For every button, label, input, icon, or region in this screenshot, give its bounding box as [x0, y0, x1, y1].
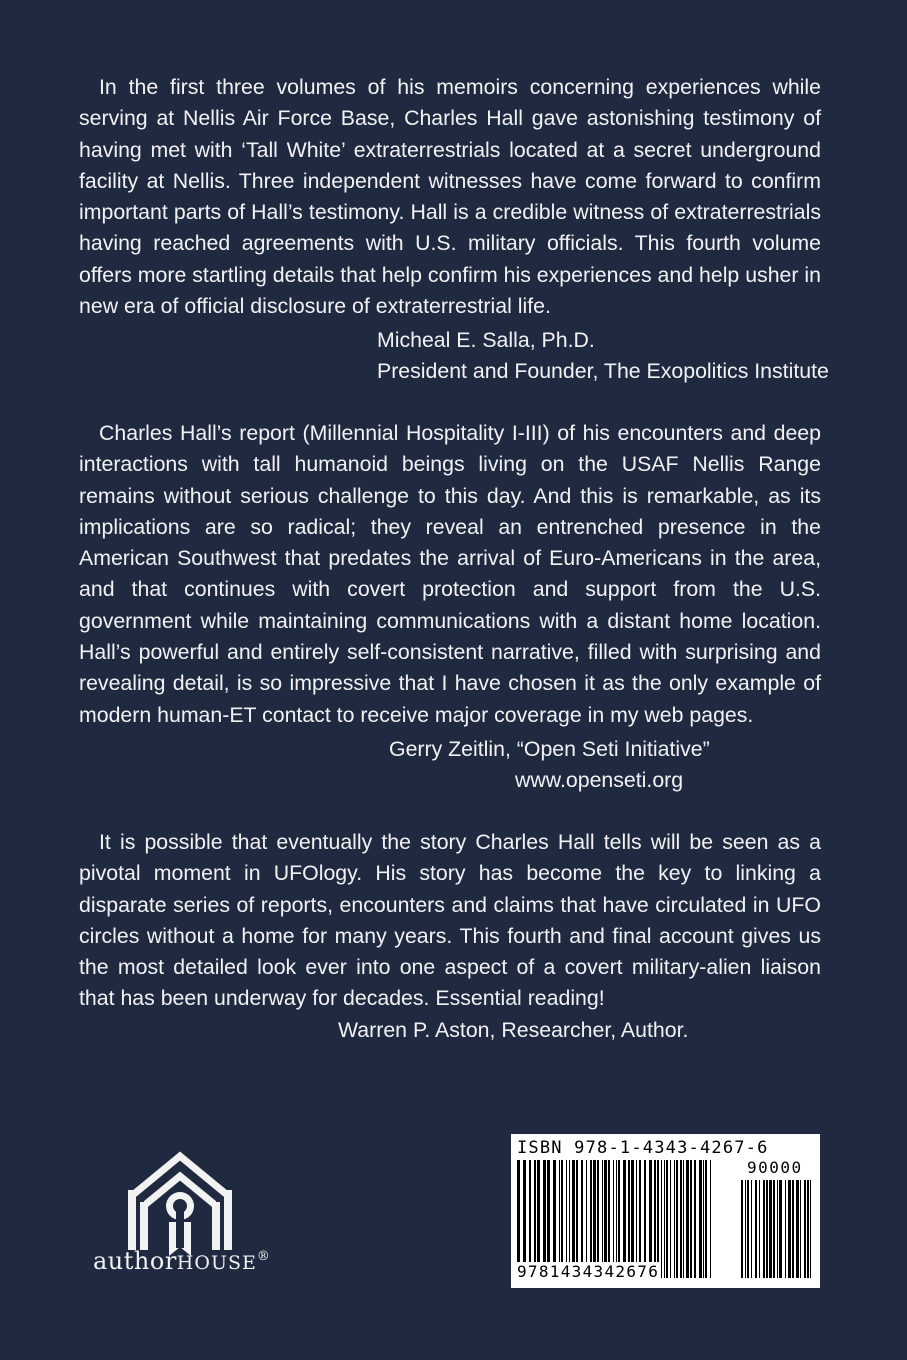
- barcode-bar: [800, 1180, 801, 1278]
- barcode-bar: [804, 1180, 806, 1278]
- publisher-logo: [93, 1247, 270, 1275]
- barcode-bar: [636, 1160, 637, 1278]
- barcode-bar: [759, 1180, 760, 1278]
- barcode-bar: [705, 1160, 707, 1278]
- barcode-bar: [613, 1160, 614, 1278]
- barcode-bar: [602, 1160, 603, 1278]
- price-code: 90000: [747, 1158, 803, 1177]
- barcode-bar: [590, 1160, 592, 1278]
- barcode-bar: [788, 1180, 791, 1278]
- barcode-bar: [779, 1180, 782, 1278]
- barcode-bar: [559, 1160, 560, 1278]
- barcode-bar: [792, 1180, 794, 1278]
- barcode-bar: [785, 1180, 786, 1278]
- barcode-bar: [517, 1160, 520, 1278]
- barcode-bar: [777, 1180, 778, 1278]
- barcode-bar: [543, 1160, 546, 1278]
- barcode-bar: [586, 1160, 587, 1278]
- barcode-bar: [769, 1180, 772, 1278]
- barcode-bar: [741, 1180, 743, 1278]
- endorsement-zeitlin: [79, 418, 821, 731]
- barcode-bar: [796, 1180, 799, 1278]
- barcode-bar: [751, 1180, 752, 1278]
- isbn-label: ISBN 978-1-4343-4267-6: [517, 1138, 769, 1158]
- barcode-bar: [676, 1160, 678, 1278]
- attribution-website: www.openseti.org: [515, 768, 684, 792]
- barcode-bar: [810, 1180, 811, 1278]
- publisher-name-author: author: [93, 1247, 177, 1275]
- ean-digits: 9781434342676: [517, 1262, 660, 1281]
- barcode-bar: [710, 1160, 711, 1278]
- attribution-name: Micheal E. Salla, Ph.D.: [377, 328, 595, 352]
- attribution-title: President and Founder, The Exopolitics Institute: [377, 359, 829, 383]
- barcode-bar: [523, 1160, 526, 1278]
- barcode-bar: [683, 1160, 684, 1278]
- barcode-bar: [572, 1160, 575, 1278]
- barcode-bar: [670, 1160, 671, 1278]
- barcode-bar: [597, 1160, 599, 1278]
- endorsement-text: It is possible that eventually the story Charles Hall tells will be seen as a pivotal moment in UFOlogy. His story has become the key to linking a disparate series of reports, encounters and claims that have circulated in UFO circles without a home for many years. This fourth and final account gives us the most detailed look ever into one aspect of a covert military-alien liaison that has been underway for decades. Essential reading!: [79, 830, 821, 1011]
- barcode-bar: [766, 1180, 768, 1278]
- barcode-bar: [745, 1180, 746, 1278]
- barcode-bar: [618, 1160, 620, 1278]
- barcode-bar: [608, 1160, 610, 1278]
- barcode-bar: [537, 1160, 540, 1278]
- barcode-bar: [576, 1160, 578, 1278]
- endorsement-text: In the first three volumes of his memoirs concerning experiences while serving at Nellis Air Force Base, Charles Hall gave astonishing testimony of having met with ‘Tall White’ extraterrestrials located at a secret underground facility at Nellis. Three independent witnesses have come forward to confirm important parts of Hall’s testimony. Hall is a credible witness of extraterrestrials having reached agreements with U.S. military officials. This fourth volume offers more startling details that help confirm his experiences and help usher in new era of official disclosure of extraterrestrial life.: [79, 75, 821, 319]
- barcode-bar: [807, 1180, 809, 1278]
- barcode-bar: [616, 1160, 617, 1278]
- barcode-bar: [623, 1160, 626, 1278]
- barcode-bar: [561, 1160, 563, 1278]
- attribution-name: Warren P. Aston, Researcher, Author.: [338, 1018, 689, 1042]
- barcode-bar: [534, 1160, 536, 1278]
- barcode-bar: [680, 1160, 682, 1278]
- barcode-bar: [628, 1160, 630, 1278]
- barcode-bar: [699, 1160, 702, 1278]
- barcode-bar: [657, 1160, 659, 1278]
- barcode-bar: [581, 1160, 583, 1278]
- barcode-bar: [703, 1160, 704, 1278]
- barcode-bar: [654, 1160, 656, 1278]
- barcode-bar: [690, 1160, 692, 1278]
- barcode-bar: [529, 1160, 531, 1278]
- ean-barcode-bars: [517, 1160, 713, 1278]
- barcode-bar: [593, 1160, 596, 1278]
- barcode-bar: [773, 1180, 775, 1278]
- barcode-bar: [566, 1160, 567, 1278]
- barcode-bar: [686, 1160, 689, 1278]
- barcode-bar: [763, 1180, 765, 1278]
- attribution-name: Gerry Zeitlin, “Open Seti Initiative”: [389, 737, 710, 761]
- barcode-bar: [644, 1160, 646, 1278]
- open-book-house-icon: [120, 1150, 240, 1260]
- barcode-bar: [649, 1160, 652, 1278]
- publisher-name-house: HOUSE: [176, 1252, 257, 1274]
- barcode-bar: [664, 1160, 665, 1278]
- barcode-bar: [674, 1160, 675, 1278]
- barcode-bar: [666, 1160, 668, 1278]
- barcode-bar: [755, 1180, 757, 1278]
- barcode-bar: [569, 1160, 570, 1278]
- barcode-bar: [604, 1160, 607, 1278]
- barcode-bar: [553, 1160, 556, 1278]
- endorsement-aston: [79, 827, 821, 1015]
- barcode-bar: [661, 1160, 662, 1278]
- registered-mark: ®: [256, 1249, 271, 1264]
- endorsement-salla: [79, 72, 821, 322]
- price-barcode-bars: [741, 1180, 813, 1278]
- barcode-bar: [747, 1180, 749, 1278]
- barcode-bar: [639, 1160, 641, 1278]
- barcode-bar: [694, 1160, 696, 1278]
- barcode-bar: [631, 1160, 634, 1278]
- barcode-bar: [547, 1160, 550, 1278]
- isbn-barcode: [511, 1134, 820, 1288]
- endorsement-text: Charles Hall’s report (Millennial Hospitality I-III) of his encounters and deep interactions with tall humanoid beings living on the USAF Nellis Range remains without serious challenge to this day. And this is remarkable, as its implications are so radical; they reveal an entrenched presence in the American Southwest that predates the arrival of Euro-Americans in the area, and that continues with covert protection and support from the U.S. government while maintaining communications with a distant home location. Hall’s powerful and entirely self-consistent narrative, filled with surprising and revealing detail, is so impressive that I have chosen it as the only example of modern human-ET contact to receive major coverage in my web pages.: [79, 421, 821, 727]
